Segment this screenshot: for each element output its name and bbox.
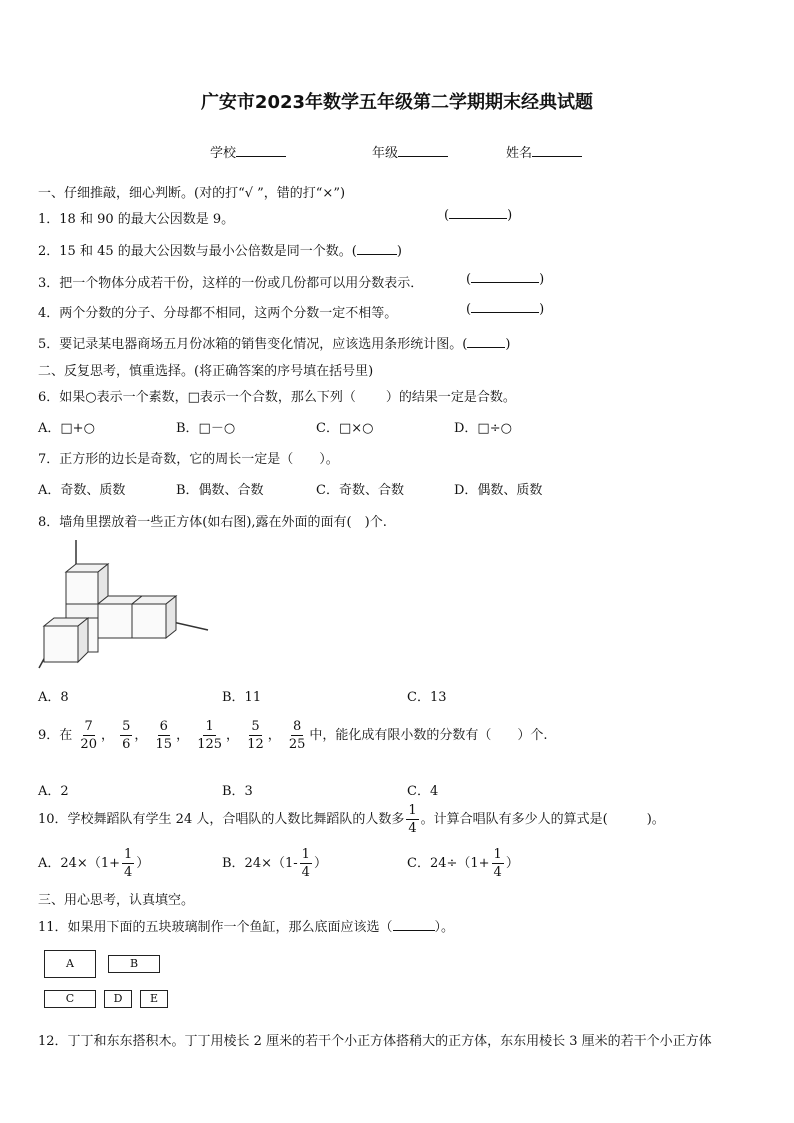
- question-6-text-b: ）的结果一定是合数。: [385, 390, 516, 405]
- q8-option-c[interactable]: C．13: [407, 690, 447, 705]
- q6-option-a[interactable]: A．□+○: [38, 421, 95, 436]
- q8-option-a[interactable]: A．8: [38, 690, 69, 705]
- question-2: 2．15 和 45 的最大公因数与最小公倍数是同一个数。( ): [38, 244, 402, 259]
- q10-fraction: $\frac{1}{4}$: [408, 803, 417, 836]
- section-3-heading: 三、用心思考，认真填空。: [38, 893, 195, 908]
- q8-option-b[interactable]: B．11: [222, 690, 262, 705]
- name-blank[interactable]: [532, 156, 582, 157]
- question-12: 12．丁丁和东东搭积木。丁丁用棱长 2 厘米的若干个小正方体搭稍大的正方体，东东用棱长 3 厘米的若干个小正方体: [38, 1034, 712, 1049]
- grade-blank[interactable]: [398, 156, 448, 157]
- question-5: 5．要记录某电器商场五月份冰箱的销售变化情况，应该选用条形统计图。( ): [38, 337, 511, 352]
- question-10: [38, 804, 665, 835]
- name-label: 姓名: [506, 146, 533, 161]
- grade-label: 年级: [372, 146, 399, 161]
- question-5-text: 5．要记录某电器商场五月份冰箱的销售变化情况，应该选用条形统计图。(: [38, 337, 468, 352]
- question-9: 9．在 $\frac{7}{20}$ ， $\frac{5}{6}$ ， $\frac{6}{15}$ ， $\frac{1}{125}$ ， $\frac{5}{12}$ ， $\frac{8}{25}$ 中，能化成有限小数的分数有（ ）个.: [38, 719, 548, 752]
- name-field: [506, 142, 582, 161]
- q7-option-b[interactable]: B．偶数、合数: [176, 483, 264, 498]
- glass-piece-b: B: [108, 955, 160, 973]
- section-2-heading: 二、反复思考，慎重选择。(将正确答案的序号填在括号里): [38, 364, 374, 379]
- q7-option-a[interactable]: A．奇数、质数: [38, 483, 126, 498]
- answer-4[interactable]: ( ): [466, 302, 545, 317]
- q9-option-b[interactable]: B．3: [222, 784, 253, 799]
- q10-option-b[interactable]: B．24×（1- $\frac{1}{4}$ ）: [222, 847, 327, 880]
- question-6-text-a: 6．如果○表示一个素数，□表示一个合数，那么下列（: [38, 390, 356, 405]
- q10-text-b: 。计算合唱队有多少人的算式是( )。: [420, 812, 665, 827]
- grade-field: [372, 142, 448, 161]
- q7-option-c[interactable]: C．奇数、合数: [316, 483, 404, 498]
- cube-stack-figure: [36, 540, 212, 672]
- question-7: 7．正方形的边长是奇数，它的周长一定是（ ）。: [38, 452, 339, 467]
- q6-option-b[interactable]: B．□－○: [176, 421, 236, 436]
- glass-piece-e: E: [140, 990, 168, 1008]
- q10-option-a[interactable]: A．24×（1+ $\frac{1}{4}$ ）: [38, 847, 150, 880]
- q9-fraction-3: $\frac{6}{15}$: [155, 719, 173, 752]
- q6-option-d[interactable]: D．□÷○: [454, 421, 512, 436]
- q9-fraction-4: $\frac{1}{125}$: [197, 719, 223, 752]
- q10-option-c[interactable]: C．24÷（1+ $\frac{1}{4}$ ）: [407, 847, 519, 880]
- question-2-text: 2．15 和 45 的最大公因数与最小公倍数是同一个数。(: [38, 244, 357, 259]
- question-6: [38, 386, 516, 405]
- answer-1[interactable]: ( ): [444, 208, 513, 223]
- q9-fraction-2: $\frac{5}{6}$: [122, 719, 131, 752]
- glass-piece-d: D: [104, 990, 132, 1008]
- school-blank[interactable]: [236, 156, 286, 157]
- page-title: 广安市2023年数学五年级第二学期期末经典试题: [200, 92, 594, 113]
- question-3-text: 3．把一个物体分成若干份，这样的一份或几份都可以用分数表示．: [38, 276, 424, 291]
- q9-lead: 9．在: [38, 728, 73, 743]
- q11-text: 11．如果用下面的五块玻璃制作一个鱼缸，那么底面应该选（: [38, 920, 393, 935]
- question-1: [38, 208, 234, 227]
- q9-option-a[interactable]: A．2: [38, 784, 69, 799]
- question-3: [38, 272, 423, 291]
- school-label: 学校: [210, 146, 237, 161]
- q9-option-c[interactable]: C．4: [407, 784, 439, 799]
- q9-fraction-6: $\frac{8}{25}$: [288, 719, 306, 752]
- q9-tail: 中，能化成有限小数的分数有（ ）个.: [309, 728, 548, 743]
- question-4: [38, 302, 397, 321]
- q9-fraction-5: $\frac{5}{12}$: [247, 719, 264, 752]
- question-11: 11．如果用下面的五块玻璃制作一个鱼缸，那么底面应该选（ ）。: [38, 920, 455, 935]
- answer-5-blank[interactable]: [467, 347, 505, 348]
- q9-fraction-1: $\frac{7}{20}$: [80, 719, 97, 752]
- answer-3[interactable]: ( ): [466, 272, 545, 287]
- glass-piece-c: C: [44, 990, 96, 1008]
- q10-text-a: 10．学校舞蹈队有学生 24 人，合唱队的人数比舞蹈队的人数多: [38, 812, 405, 827]
- answer-11-blank[interactable]: [393, 930, 435, 931]
- answer-2-blank[interactable]: [357, 254, 397, 255]
- section-1-heading: 一、仔细推敲，细心判断。(对的打“√ ”，错的打“×”): [38, 186, 346, 201]
- q7-option-d[interactable]: D．偶数、质数: [454, 483, 543, 498]
- school-field: [210, 142, 286, 161]
- question-8: 8．墙角里摆放着一些正方体(如右图),露在外面的面有( )个.: [38, 515, 387, 530]
- question-1-text: 1．18 和 90 的最大公因数是 9。: [38, 212, 235, 227]
- question-4-text: 4．两个分数的分子、分母都不相同，这两个分数一定不相等。: [38, 306, 398, 321]
- q6-option-c[interactable]: C．□×○: [316, 421, 374, 436]
- glass-piece-a: A: [44, 950, 96, 978]
